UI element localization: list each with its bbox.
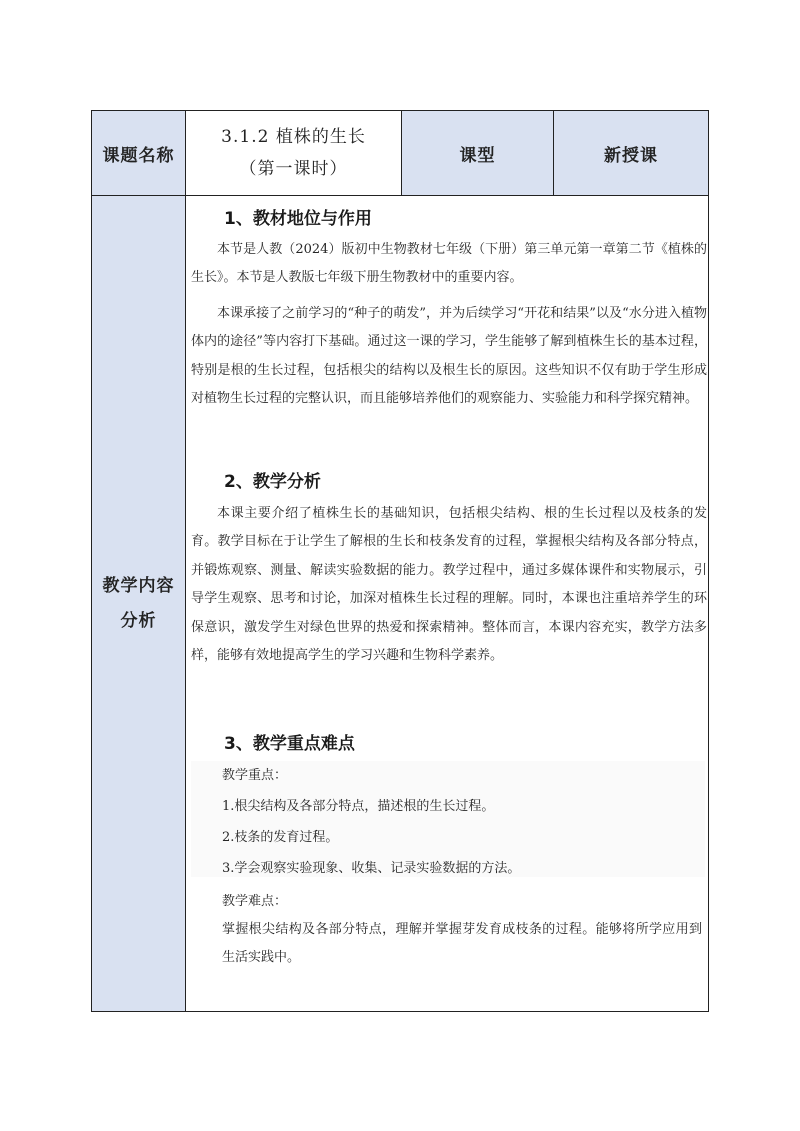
section-2-paragraph-1: 本课主要介绍了植株生长的基础知识，包括根尖结构、根的生长过程以及枝条的发育。教学目标在于让学生了解根的生长和枝条发育的过程，掌握根尖结构及各部分特点，并锻炼观察、测量、解读实验数据的能力。教学过程中，通过多媒体课件和实物展示，引导学生观察、思考和讨论，加深对植株生长过程的理解。同时，本课也注重培养学生的环保意识，激发学生对绿色世界的热爱和探索精神。整体而言，本课内容充实，教学方法多样，能够有效地提高学生的学习兴趣和生物科学素养。 — [191, 506, 707, 664]
topic-subtitle: （第一课时） — [239, 159, 348, 179]
key-points-label: 教学重点： — [222, 768, 288, 783]
content-analysis-label-cell — [92, 196, 186, 1011]
key-point-item: 2.枝条的发育过程。 — [222, 830, 339, 845]
lesson-plan-table — [91, 110, 709, 1012]
section-heading-3: 3、教学重点难点 — [224, 734, 355, 754]
difficulty-label: 教学难点： — [222, 894, 288, 909]
key-point-item: 1.根尖结构及各部分特点，描述根的生长过程。 — [222, 799, 495, 814]
section-heading-1: 1、教材地位与作用 — [224, 209, 372, 229]
section-1-paragraph-1: 本节是人教（2024）版初中生物教材七年级（下册）第三单元第一章第二节《植株的生长》。本节是人教版七年级下册生物教材中的重要内容。 — [191, 242, 707, 286]
type-label-cell — [402, 111, 554, 195]
content-analysis-label: 教学内容分析 — [102, 575, 175, 631]
topic-label: 课题名称 — [102, 145, 175, 166]
difficulty-text: 掌握根尖结构及各部分特点，理解并掌握芽发育成枝条的过程。能够将所学应用到生活实践中。 — [222, 922, 702, 966]
table-header-row — [92, 111, 708, 196]
content-analysis-cell — [186, 196, 708, 1011]
section-heading-2: 2、教学分析 — [224, 472, 321, 492]
type-value: 新授课 — [604, 145, 658, 166]
section-1-paragraph-2: 本课承接了之前学习的“种子的萌发”，并为后续学习“开花和结果”以及“水分进入植物体内的途径”等内容打下基础。通过这一课的学习，学生能够了解到植株生长的基本过程，特别是根的生长过程，包括根尖的结构以及根生长的原因。这些知识不仅有助于学生形成对植物生长过程的完整认识，而且能够培养他们的观察能力、实验能力和科学探究精神。 — [191, 306, 707, 407]
topic-title: 3.1.2 植株的生长 — [221, 127, 366, 147]
type-label: 课型 — [459, 145, 496, 166]
key-point-item: 3.学会观察实验现象、收集、记录实验数据的方法。 — [222, 861, 521, 876]
type-value-cell — [554, 111, 708, 195]
table-body-row — [92, 196, 708, 1011]
topic-value-cell — [186, 111, 402, 195]
topic-label-cell — [92, 111, 186, 195]
